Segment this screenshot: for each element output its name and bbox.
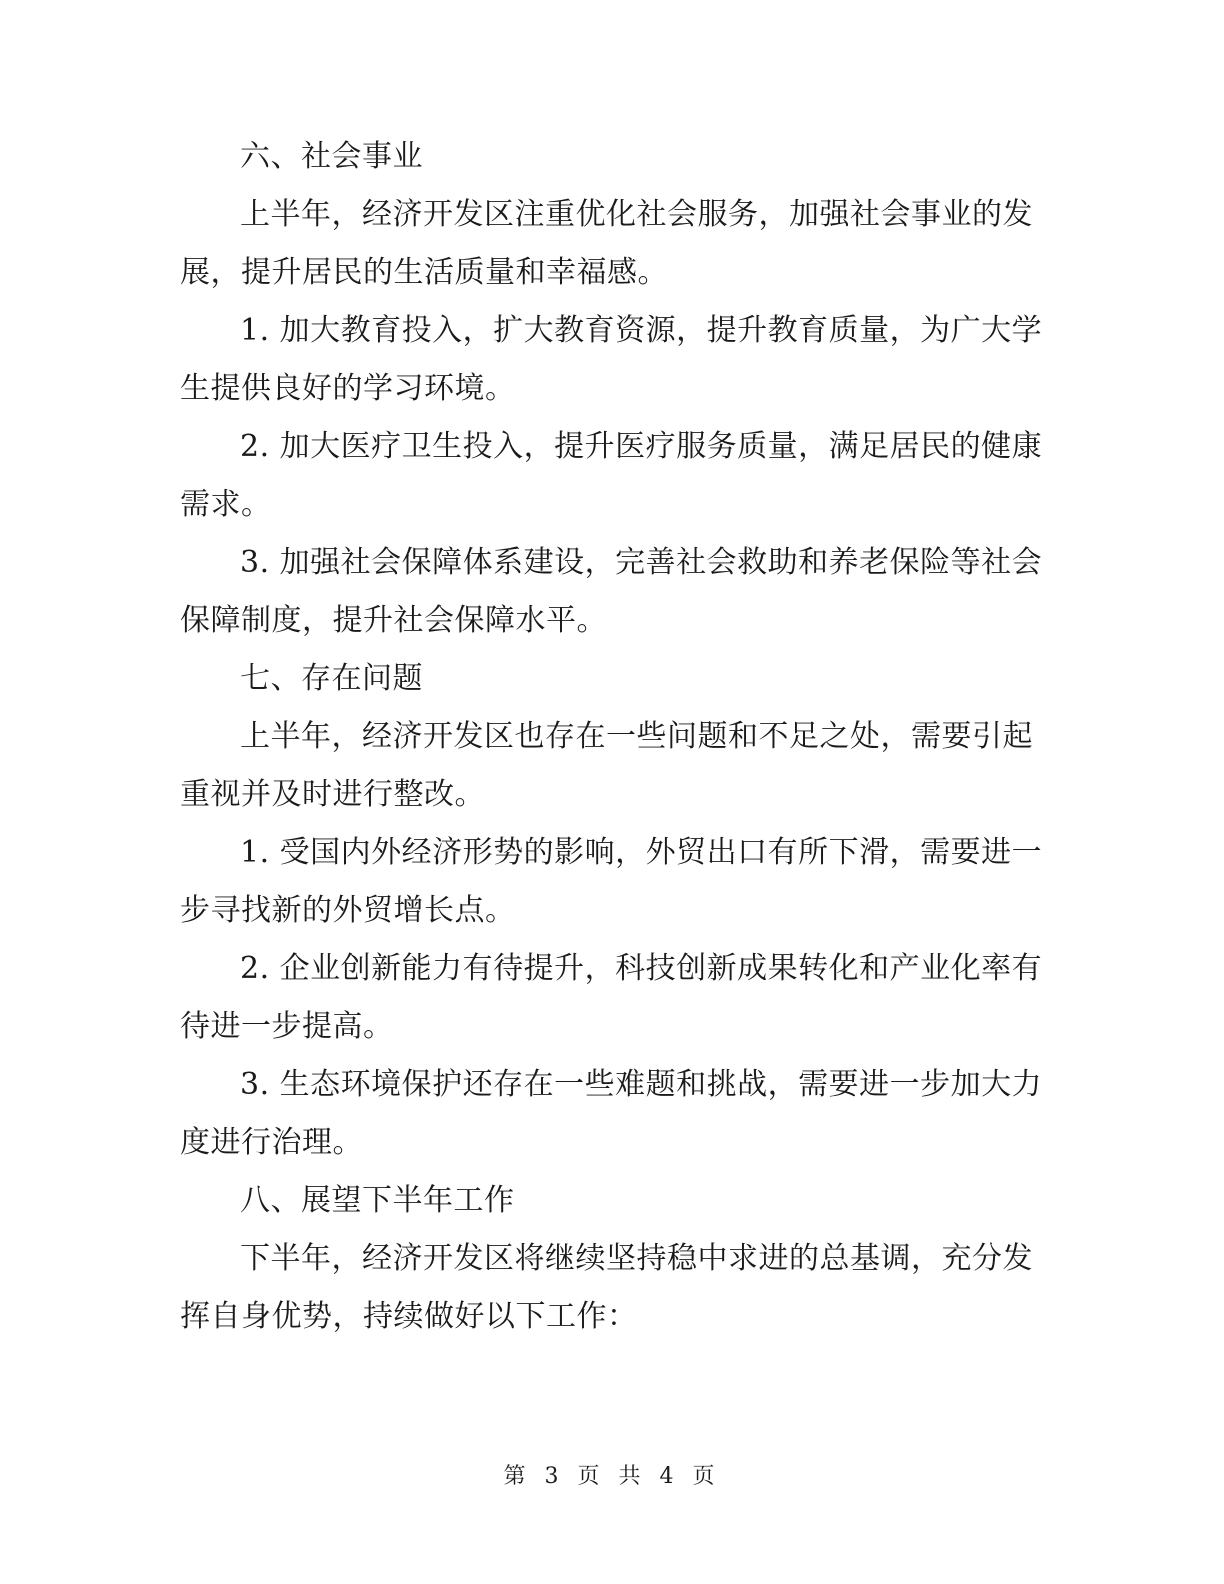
paragraph-social-item-1: 1. 加大教育投入，扩大教育资源，提升教育质量，为广大学生提供良好的学习环境。 — [180, 313, 1043, 406]
paragraph-social-item-2: 2. 加大医疗卫生投入，提升医疗服务质量，满足居民的健康需求。 — [180, 429, 1043, 522]
section-heading-outlook: 八、展望下半年工作 — [240, 1183, 515, 1218]
section-heading-social: 六、社会事业 — [240, 139, 423, 174]
paragraph-social-item-3: 3. 加强社会保障体系建设，完善社会救助和养老保险等社会保障制度，提升社会保障水平。 — [180, 545, 1043, 638]
paragraph-problems-item-2: 2. 企业创新能力有待提升，科技创新成果转化和产业化率有待进一步提高。 — [180, 951, 1043, 1044]
paragraph-problems-item-3: 3. 生态环境保护还存在一些难题和挑战，需要进一步加大力度进行治理。 — [180, 1067, 1043, 1160]
paragraph-problems-intro: 上半年，经济开发区也存在一些问题和不足之处，需要引起重视并及时进行整改。 — [180, 719, 1033, 812]
paragraph-social-intro: 上半年，经济开发区注重优化社会服务，加强社会事业的发展，提升居民的生活质量和幸福感。 — [180, 197, 1033, 290]
paragraph-outlook-intro: 下半年，经济开发区将继续坚持稳中求进的总基调，充分发挥自身优势，持续做好以下工作： — [180, 1241, 1033, 1334]
paragraph-problems-item-1: 1. 受国内外经济形势的影响，外贸出口有所下滑，需要进一步寻找新的外贸增长点。 — [180, 835, 1043, 928]
section-heading-problems: 七、存在问题 — [240, 661, 423, 696]
page-number-footer: 第 3 页 共 4 页 — [503, 1464, 721, 1489]
document-body — [180, 128, 1044, 1346]
